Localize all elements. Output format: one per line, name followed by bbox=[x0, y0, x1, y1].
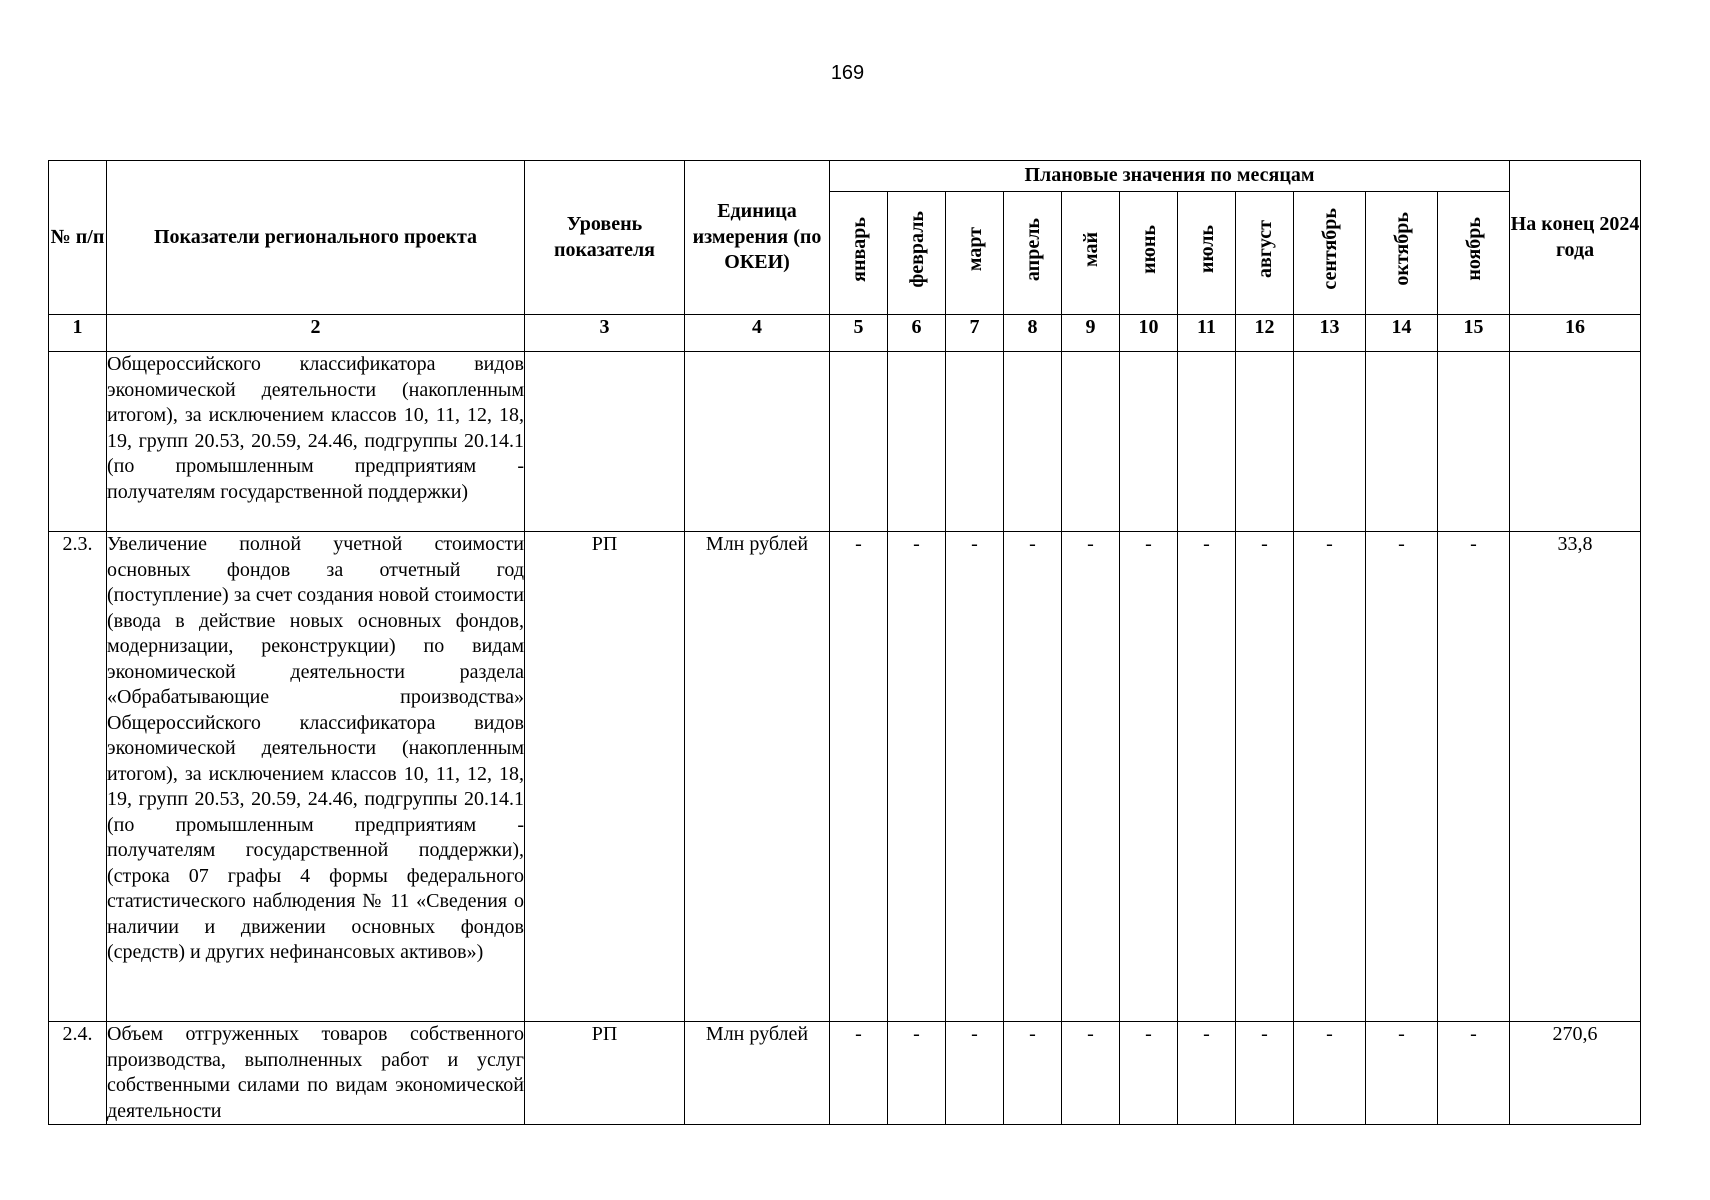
month-value bbox=[888, 352, 946, 532]
column-number: 1 bbox=[49, 315, 107, 352]
column-number: 6 bbox=[888, 315, 946, 352]
month-value: - bbox=[830, 1022, 888, 1125]
month-value: - bbox=[946, 532, 1004, 1022]
header-no: № п/п bbox=[49, 161, 107, 315]
header-indicator: Показатели регионального проекта bbox=[107, 161, 525, 315]
unit-cell bbox=[685, 352, 830, 532]
month-value: - bbox=[1236, 1022, 1294, 1125]
month-value: - bbox=[1178, 532, 1236, 1022]
column-number: 4 bbox=[685, 315, 830, 352]
end-of-year-value: 270,6 bbox=[1510, 1022, 1641, 1125]
month-value: - bbox=[1438, 532, 1510, 1022]
column-number: 9 bbox=[1062, 315, 1120, 352]
month-value bbox=[1178, 352, 1236, 532]
month-value: - bbox=[888, 1022, 946, 1125]
column-number: 8 bbox=[1004, 315, 1062, 352]
plan-table bbox=[48, 160, 1641, 1125]
end-of-year-value: 33,8 bbox=[1510, 532, 1641, 1022]
column-number: 14 bbox=[1366, 315, 1438, 352]
month-value: - bbox=[1004, 532, 1062, 1022]
month-value: - bbox=[1062, 1022, 1120, 1125]
row-number bbox=[49, 352, 107, 532]
month-value bbox=[946, 352, 1004, 532]
month-value: - bbox=[1236, 532, 1294, 1022]
row-number: 2.3. bbox=[49, 532, 107, 1022]
month-value: - bbox=[1438, 1022, 1510, 1125]
month-value: - bbox=[1120, 532, 1178, 1022]
header-month: май bbox=[1062, 192, 1120, 315]
header-month: сентябрь bbox=[1294, 192, 1366, 315]
month-value: - bbox=[1294, 1022, 1366, 1125]
header-month: октябрь bbox=[1366, 192, 1438, 315]
month-value: - bbox=[1004, 1022, 1062, 1125]
month-value bbox=[1366, 352, 1438, 532]
month-value bbox=[1062, 352, 1120, 532]
unit-cell: Млн рублей bbox=[685, 532, 830, 1022]
table-row bbox=[49, 352, 1641, 532]
month-value: - bbox=[946, 1022, 1004, 1125]
column-number: 12 bbox=[1236, 315, 1294, 352]
header-month: август bbox=[1236, 192, 1294, 315]
table-row bbox=[49, 1022, 1641, 1125]
table-row bbox=[49, 532, 1641, 1022]
month-value: - bbox=[1062, 532, 1120, 1022]
unit-cell: Млн рублей bbox=[685, 1022, 830, 1125]
header-month: апрель bbox=[1004, 192, 1062, 315]
indicator-text: Общероссийского классификатора видов экономической деятельности (накопленным итогом), за исключением классов 10, 11, 12, 18, 19, групп 20.53, 20.59, 24.46, подгруппы 20.14.1 (по промышленным предприятиям - получателям государственной поддержки) bbox=[107, 352, 525, 532]
month-value bbox=[830, 352, 888, 532]
header-unit: Единица измерения (по ОКЕИ) bbox=[685, 161, 830, 315]
header-month: март bbox=[946, 192, 1004, 315]
month-value bbox=[1236, 352, 1294, 532]
end-of-year-value bbox=[1510, 352, 1641, 532]
row-number: 2.4. bbox=[49, 1022, 107, 1125]
month-value: - bbox=[888, 532, 946, 1022]
header-month: ноябрь bbox=[1438, 192, 1510, 315]
header-level: Уровень показателя bbox=[525, 161, 685, 315]
level-cell: РП bbox=[525, 532, 685, 1022]
column-number: 7 bbox=[946, 315, 1004, 352]
month-value bbox=[1294, 352, 1366, 532]
month-value: - bbox=[830, 532, 888, 1022]
column-number: 11 bbox=[1178, 315, 1236, 352]
indicator-text: Объем отгруженных товаров собственного производства, выполненных работ и услуг собственными силами по видам экономической деятельности bbox=[107, 1022, 525, 1125]
indicator-text: Увеличение полной учетной стоимости основных фондов за отчетный год (поступление) за счет создания новой стоимости (ввода в действие новых основных фондов, модернизации, реконструкции) по видам экономической деятельности раздела «Обрабатывающие производства» Общероссийского классификатора видов экономической деятельности (накопленным итогом), за исключением классов 10, 11, 12, 18, 19, групп 20.53, 20.59, 24.46, подгруппы 20.14.1 (по промышленным предприятиям - получателям государственной поддержки), (строка 07 графы 4 формы федерального статистического наблюдения № 11 «Сведения о наличии и движении основных фондов (средств) и других нефинансовых активов») bbox=[107, 532, 525, 1022]
header-month: июнь bbox=[1120, 192, 1178, 315]
column-number: 15 bbox=[1438, 315, 1510, 352]
month-value: - bbox=[1366, 1022, 1438, 1125]
month-value bbox=[1438, 352, 1510, 532]
column-number-row bbox=[49, 315, 1641, 352]
header-month: февраль bbox=[888, 192, 946, 315]
page-number: 169 bbox=[830, 62, 865, 84]
column-number: 5 bbox=[830, 315, 888, 352]
level-cell bbox=[525, 352, 685, 532]
column-number: 13 bbox=[1294, 315, 1366, 352]
column-number: 3 bbox=[525, 315, 685, 352]
month-value: - bbox=[1366, 532, 1438, 1022]
month-value: - bbox=[1294, 532, 1366, 1022]
column-number: 16 bbox=[1510, 315, 1641, 352]
header-month: январь bbox=[830, 192, 888, 315]
column-number: 10 bbox=[1120, 315, 1178, 352]
month-value bbox=[1120, 352, 1178, 532]
column-number: 2 bbox=[107, 315, 525, 352]
level-cell: РП bbox=[525, 1022, 685, 1125]
month-value bbox=[1004, 352, 1062, 532]
month-value: - bbox=[1120, 1022, 1178, 1125]
header-month: июль bbox=[1178, 192, 1236, 315]
month-value: - bbox=[1178, 1022, 1236, 1125]
header-planned-months: Плановые значения по месяцам bbox=[830, 161, 1510, 192]
header-end-of-year: На конец 2024 года bbox=[1510, 161, 1641, 315]
